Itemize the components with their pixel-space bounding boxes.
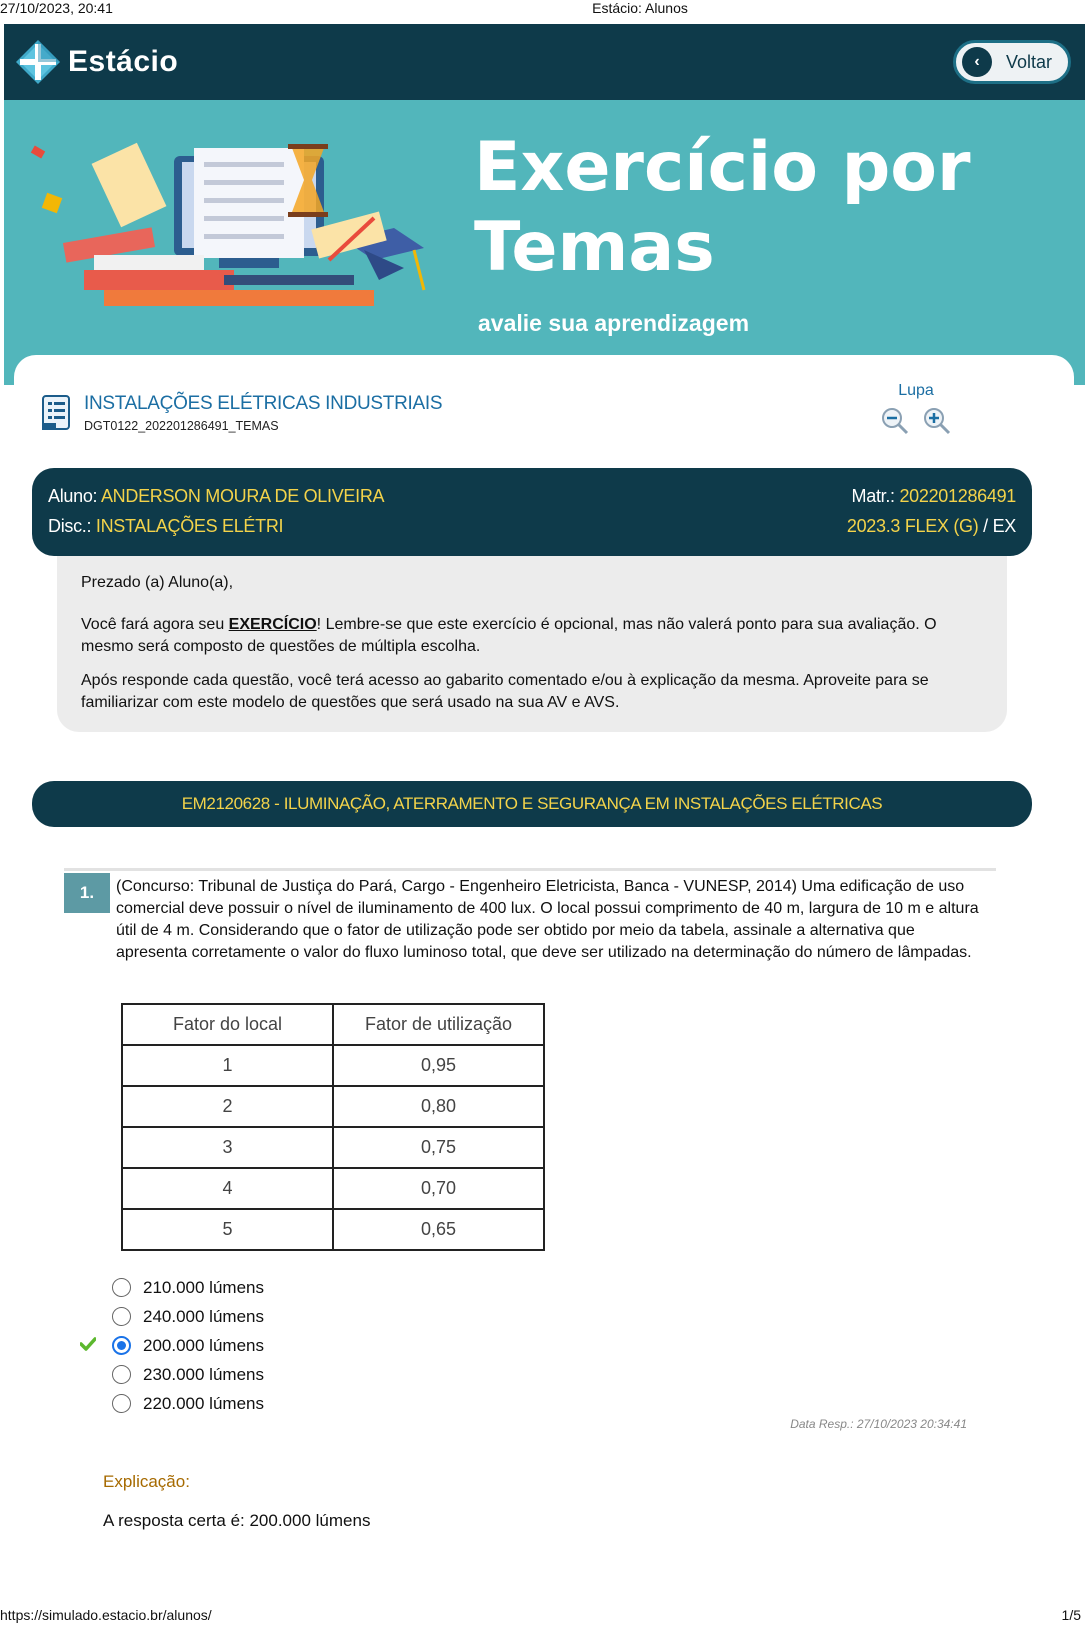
table-row — [122, 1127, 544, 1168]
student-info-bar — [32, 468, 1032, 556]
explanation-text: A resposta certa é: 200.000 lúmens — [103, 1511, 371, 1530]
notice-p1-after: ! Lembre-se que este exercício é opcional, mas não valerá ponto para sua avaliação. O mesmo será composto de questões de múltipla escolha. — [81, 616, 937, 655]
period-field — [847, 516, 1016, 537]
zoom-in-icon[interactable] — [922, 406, 952, 441]
matricula-value: 202201286491 — [899, 486, 1016, 506]
table-cell: 0,75 — [333, 1127, 544, 1168]
answer-option-b[interactable] — [112, 1302, 264, 1331]
radio-button[interactable] — [112, 1394, 131, 1413]
question-divider — [64, 868, 996, 871]
table-row — [122, 1086, 544, 1127]
explanation-label: Explicação: — [103, 1472, 190, 1491]
print-footer — [0, 1604, 1089, 1627]
answer-option-e[interactable] — [112, 1389, 264, 1418]
table-cell: 0,70 — [333, 1168, 544, 1209]
banner-title — [474, 128, 971, 288]
notice-p1-before: Você fará agora seu — [81, 616, 229, 633]
table-cell: 3 — [122, 1127, 333, 1168]
table-cell: 1 — [122, 1045, 333, 1086]
table-cell: 5 — [122, 1209, 333, 1250]
table-header: Fator do local — [122, 1004, 333, 1045]
logo-text: Estácio — [68, 45, 179, 78]
discipline-field — [48, 516, 283, 537]
course-list-icon — [42, 395, 72, 436]
lupa-label: Lupa — [898, 382, 934, 399]
table-row — [122, 1168, 544, 1209]
table-cell: 0,65 — [333, 1209, 544, 1250]
banner-title-line2: Temas — [474, 208, 715, 287]
radio-button[interactable] — [112, 1365, 131, 1384]
banner-subtitle: avalie sua aprendizagem — [478, 310, 750, 336]
option-label: 220.000 lúmens — [143, 1393, 264, 1413]
option-label: 230.000 lúmens — [143, 1364, 264, 1384]
radio-button-selected[interactable] — [112, 1336, 131, 1355]
notice-paragraph-1 — [81, 614, 983, 658]
utilization-factor-table — [121, 1003, 545, 1251]
question-text: (Concurso: Tribunal de Justiça do Pará, Cargo - Engenheiro Eletricista, Banca - VUNESP, 2014) Uma edificação de uso comercial deve possuir o nível de iluminamento de 400 lux. O local possui comprimento de 40 m, largura de 10 m e altura útil de 4 m. Considerando que o fator de utilização pode ser obtido por meio da tabela, assinale a alternativa que apresenta corretamente o valor do fluxo luminoso total, que deve ser utilizado na determinação do número de lâmpadas. — [116, 878, 979, 961]
table-row — [122, 1045, 544, 1086]
table-cell: 4 — [122, 1168, 333, 1209]
course-title: INSTALAÇÕES ELÉTRICAS INDUSTRIAIS — [84, 393, 443, 414]
print-header — [0, 0, 1089, 20]
period-value: 2023.3 FLEX (G) — [846, 516, 979, 536]
table-header-row — [122, 1004, 544, 1045]
table-cell: 2 — [122, 1086, 333, 1127]
correct-check-icon — [80, 1336, 96, 1356]
radio-button[interactable] — [112, 1278, 131, 1297]
print-datetime: 27/10/2023, 20:41 — [0, 0, 113, 16]
exercicio-link: EXERCÍCIO — [228, 616, 317, 633]
discipline-value: INSTALAÇÕES ELÉTRI — [95, 516, 284, 536]
back-button[interactable] — [953, 40, 1071, 84]
answer-options — [112, 1273, 264, 1418]
estacio-logo[interactable] — [14, 38, 178, 86]
course-code: DGT0122_202201286491_TEMAS — [84, 419, 279, 433]
question-number: 1. — [64, 873, 110, 913]
period-suffix: / EX — [983, 516, 1016, 536]
option-label: 240.000 lúmens — [143, 1306, 264, 1326]
table-header: Fator de utilização — [333, 1004, 544, 1045]
study-illustration — [24, 140, 444, 320]
option-label: 210.000 lúmens — [143, 1277, 264, 1297]
magnifier-controls — [876, 382, 956, 441]
estacio-logo-icon — [14, 38, 62, 86]
notice-box — [57, 556, 1007, 732]
disc-label: Disc.: — [48, 516, 92, 536]
matr-label: Matr.: — [851, 486, 895, 506]
student-name: ANDERSON MOURA DE OLIVEIRA — [100, 486, 385, 506]
top-bar — [4, 24, 1085, 100]
print-page-number: 1/5 — [1061, 1607, 1081, 1623]
radio-button[interactable] — [112, 1307, 131, 1326]
answer-option-c[interactable] — [112, 1331, 264, 1360]
matricula-field — [852, 486, 1016, 507]
response-date: Data Resp.: 27/10/2023 20:34:41 — [790, 1417, 967, 1431]
option-label: 200.000 lúmens — [143, 1335, 264, 1355]
print-title: Estácio: Alunos — [592, 0, 688, 16]
notice-greeting: Prezado (a) Aluno(a), — [81, 574, 234, 591]
print-url: https://simulado.estacio.br/alunos/ — [0, 1607, 212, 1623]
chevron-left-icon: ‹ — [962, 47, 992, 77]
table-cell: 0,80 — [333, 1086, 544, 1127]
answer-option-a[interactable] — [112, 1273, 264, 1302]
table-row — [122, 1209, 544, 1250]
notice-paragraph-2: Após responde cada questão, você terá acesso ao gabarito comentado e/ou à explicação da mesma. Aproveite para se familiarizar com este modelo de questões que será usado na sua AV e AVS. — [81, 672, 929, 711]
student-name-field — [48, 486, 384, 507]
table-cell: 0,95 — [333, 1045, 544, 1086]
hero-banner — [4, 100, 1085, 385]
answer-option-d[interactable] — [112, 1360, 264, 1389]
zoom-out-icon[interactable] — [880, 406, 910, 441]
back-button-label: Voltar — [1006, 51, 1053, 72]
banner-title-line1: Exercício por — [474, 128, 971, 207]
aluno-label: Aluno: — [48, 486, 98, 506]
section-title-bar: EM2120628 - ILUMINAÇÃO, ATERRAMENTO E SEGURANÇA EM INSTALAÇÕES ELÉTRICAS — [32, 781, 1032, 827]
main-card — [14, 355, 1074, 1627]
